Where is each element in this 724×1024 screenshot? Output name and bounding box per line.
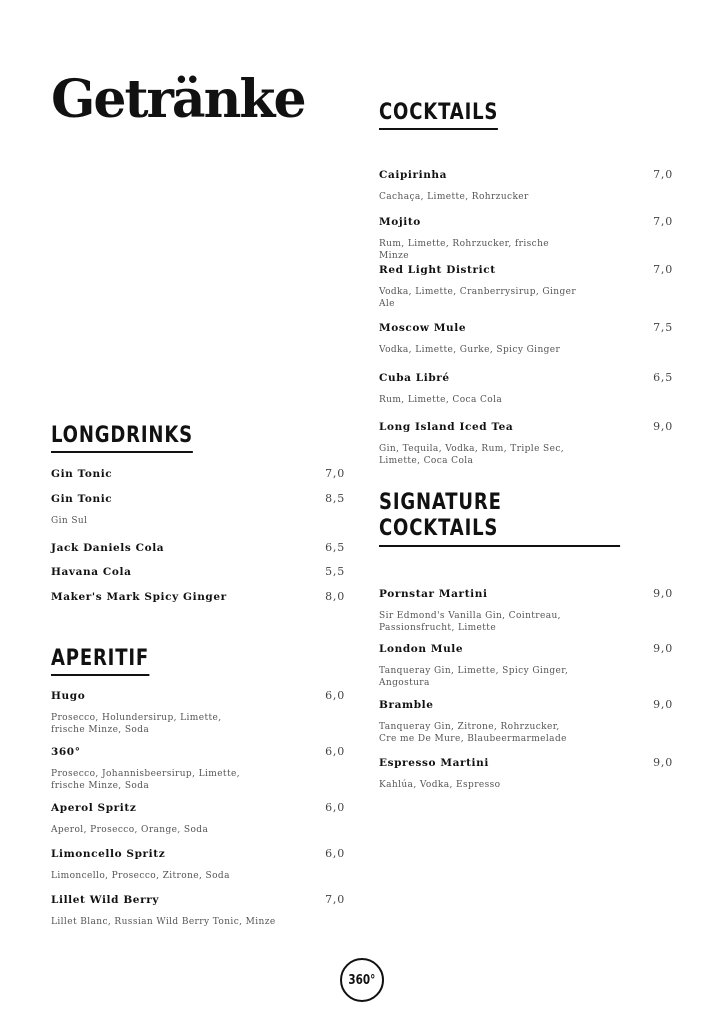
section-heading: APERITIF [51,646,149,676]
item-price: 9,0 [653,697,673,711]
item-description: Vodka, Limette, Gurke, Spicy Ginger [379,345,561,356]
item-price: 7,0 [653,215,673,229]
item-price: 7,0 [653,168,673,182]
item-name: Gin Tonic [51,468,113,481]
item-name: Espresso Martini [379,756,489,769]
page-title: Getränke [51,69,305,130]
item-name: Limoncello Spritz [51,848,166,861]
menu-item [51,467,345,481]
item-price: 9,0 [653,420,673,434]
item-name: Lillet Wild Berry [51,894,160,907]
menu-item [379,168,673,203]
longdrinks-section [51,423,345,604]
item-name: Gin Tonic [51,493,113,506]
item-description: Prosecco, Johannisbeersirup, Limette, frische Minze, Soda [51,769,240,792]
item-price: 7,0 [653,263,673,277]
menu-item [379,263,673,310]
menu-item [51,541,345,555]
item-description: Sir Edmond's Vanilla Gin, Cointreau, Passionsfrucht, Limette [379,610,561,633]
brand-logo-text: 360° [348,972,376,988]
item-price: 6,0 [325,689,345,703]
menu-item [51,801,345,836]
item-price: 9,0 [653,755,673,769]
menu-item [51,893,345,928]
menu-item [379,587,673,634]
item-description: Lillet Blanc, Russian Wild Berry Tonic, Minze [51,917,276,928]
item-description: Kahlúa, Vodka, Espresso [379,779,501,790]
item-description: Gin Sul [51,516,88,527]
item-price: 7,0 [325,893,345,907]
item-name: Red Light District [379,264,496,277]
item-description: Limoncello, Prosecco, Zitrone, Soda [51,871,230,882]
menu-item [51,847,345,882]
brand-logo [340,958,384,1002]
item-name: Bramble [379,698,434,711]
item-name: Havana Cola [51,566,132,579]
item-name: Aperol Spritz [51,802,137,815]
menu-item [379,420,673,467]
menu-item [379,215,673,262]
item-name: Cuba Libré [379,372,450,385]
item-name: Caipirinha [379,169,448,182]
menu-item [379,698,673,745]
item-price: 9,0 [653,586,673,600]
item-description: Cachaça, Limette, Rohrzucker [379,192,529,203]
menu-item [379,371,673,406]
item-price: 6,5 [653,371,673,385]
menu-item [379,321,673,356]
item-description: Tanqueray Gin, Limette, Spicy Ginger, Angostura [379,665,569,688]
item-name: Mojito [379,216,421,229]
item-price: 8,0 [325,590,345,604]
section-heading: LONGDRINKS [51,423,193,453]
menu-item [51,590,345,604]
item-name: 360° [51,746,81,759]
menu-item [51,745,345,792]
item-price: 6,5 [325,541,345,555]
item-name: Jack Daniels Cola [51,542,165,555]
menu-item [51,689,345,736]
item-name: Hugo [51,690,86,703]
item-description: Gin, Tequila, Vodka, Rum, Triple Sec, Limette, Coca Cola [379,444,565,467]
item-description: Vodka, Limette, Cranberrysirup, Ginger Ale [379,287,577,310]
item-price: 5,5 [325,565,345,579]
item-name: Maker's Mark Spicy Ginger [51,591,227,604]
item-price: 7,0 [325,467,345,481]
item-description: Tanqueray Gin, Zitrone, Rohrzucker, Cre me De Mure, Blaubeermarmelade [379,721,567,744]
menu-item [379,756,673,791]
section-heading: SIGNATURE COCKTAILS [379,490,620,547]
item-name: Long Island Iced Tea [379,421,514,434]
item-description: Aperol, Prosecco, Orange, Soda [51,825,209,836]
item-name: Moscow Mule [379,322,467,335]
aperitif-section [51,646,345,928]
item-description: Rum, Limette, Rohrzucker, frische Minze [379,239,550,262]
item-name: Pornstar Martini [379,587,488,600]
item-price: 8,5 [325,492,345,506]
item-price: 6,0 [325,847,345,861]
item-price: 6,0 [325,745,345,759]
item-price: 7,5 [653,321,673,335]
signature-cocktails-section [379,490,673,790]
item-name: London Mule [379,642,464,655]
item-price: 9,0 [653,641,673,655]
menu-item [51,565,345,579]
menu-item [51,492,345,527]
item-description: Prosecco, Holundersirup, Limette, frische Minze, Soda [51,713,222,736]
item-price: 6,0 [325,801,345,815]
menu-item [379,642,673,689]
section-heading: COCKTAILS [379,100,498,130]
cocktails-section [379,100,673,467]
item-description: Rum, Limette, Coca Cola [379,395,503,406]
